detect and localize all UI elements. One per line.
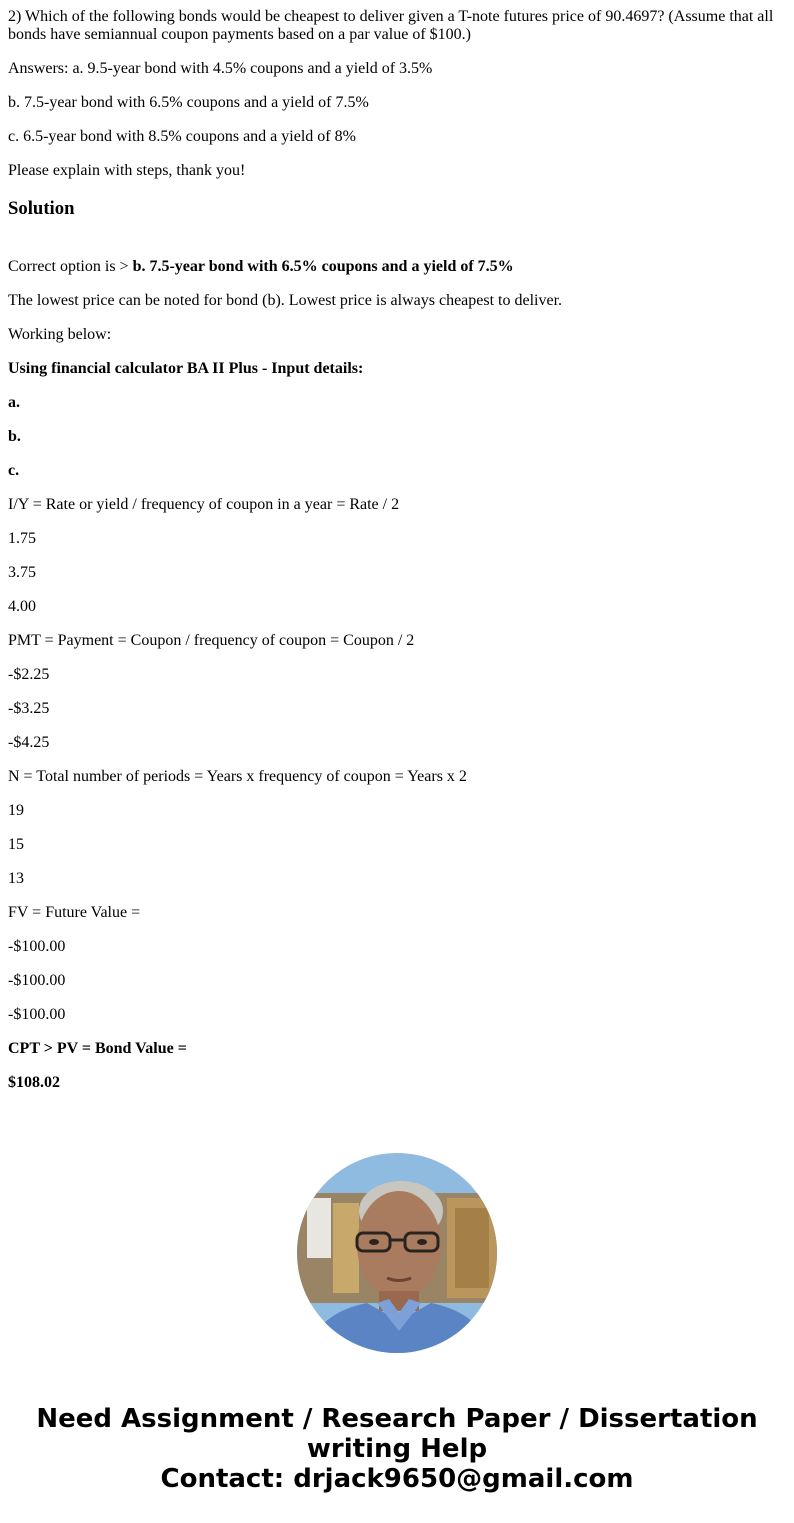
answer-b: b. 7.5-year bond with 6.5% coupons and a yield of 7.5% bbox=[8, 94, 369, 111]
spacer bbox=[8, 220, 786, 258]
iy-value-c: 4.00 bbox=[8, 598, 36, 615]
pmt-value-a: -$2.25 bbox=[8, 666, 50, 683]
pv-value: $108.02 bbox=[8, 1074, 60, 1091]
footer-banner bbox=[0, 1404, 794, 1494]
pv-label: CPT > PV = Bond Value = bbox=[8, 1040, 187, 1057]
fv-value-b: -$100.00 bbox=[8, 972, 66, 989]
author-photo bbox=[297, 1153, 497, 1353]
pmt-label: PMT = Payment = Coupon / frequency of coupon = Coupon / 2 bbox=[8, 632, 415, 649]
explanation-text: The lowest price can be noted for bond (b). Lowest price is always cheapest to deliver. bbox=[8, 292, 563, 309]
iy-value-b: 3.75 bbox=[8, 564, 36, 581]
fv-label: FV = Future Value = bbox=[8, 904, 141, 921]
question-text: 2) Which of the following bonds would be cheapest to deliver given a T-note futures price of 90.4697? (Assume that all bonds have semiannual coupon payments based on a par value of $100.) bbox=[8, 8, 774, 43]
fv-value-c: -$100.00 bbox=[8, 1006, 66, 1023]
request-text: Please explain with steps, thank you! bbox=[8, 162, 246, 179]
iy-label: I/Y = Rate or yield / frequency of coupon in a year = Rate / 2 bbox=[8, 496, 400, 513]
answer-a: Answers: a. 9.5-year bond with 4.5% coupons and a yield of 3.5% bbox=[8, 60, 433, 77]
footer-line-1: Need Assignment / Research Paper / Dissertation bbox=[36, 1404, 758, 1434]
calc-heading: Using financial calculator BA II Plus - Input details: bbox=[8, 360, 364, 377]
working-label: Working below: bbox=[8, 326, 112, 343]
footer-contact: Contact: drjack9650@gmail.com bbox=[160, 1464, 634, 1494]
pmt-value-c: -$4.25 bbox=[8, 734, 50, 751]
option-label-c: c. bbox=[8, 462, 20, 479]
n-label: N = Total number of periods = Years x frequency of coupon = Years x 2 bbox=[8, 768, 467, 785]
solution-heading: Solution bbox=[8, 198, 75, 219]
answer-c: c. 6.5-year bond with 8.5% coupons and a yield of 8% bbox=[8, 128, 356, 145]
n-value-c: 13 bbox=[8, 870, 24, 887]
correct-option-answer: b. 7.5-year bond with 6.5% coupons and a yield of 7.5% bbox=[132, 258, 514, 275]
option-label-a: a. bbox=[8, 394, 20, 411]
n-value-b: 15 bbox=[8, 836, 24, 853]
footer-line-2: writing Help bbox=[306, 1434, 488, 1464]
fv-value-a: -$100.00 bbox=[8, 938, 66, 955]
option-label-b: b. bbox=[8, 428, 21, 445]
pmt-value-b: -$3.25 bbox=[8, 700, 50, 717]
n-value-a: 19 bbox=[8, 802, 24, 819]
iy-value-a: 1.75 bbox=[8, 530, 36, 547]
correct-option-prefix: Correct option is > bbox=[8, 258, 133, 275]
correct-option bbox=[8, 258, 786, 276]
document-body bbox=[8, 8, 786, 1092]
